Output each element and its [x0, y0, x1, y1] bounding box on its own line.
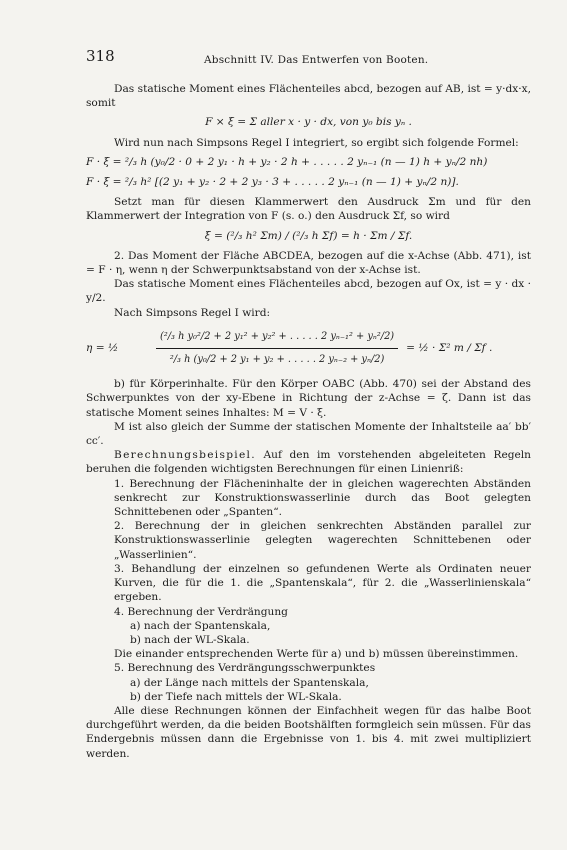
page-header — [86, 47, 516, 69]
list-subitem: a) der Länge nach mittels der Spantenskala, — [130, 676, 369, 689]
calculation-list — [86, 477, 531, 704]
paragraph-static-moment-ox: Das statische Moment eines Flächenteiles abcd, bezogen auf Ox, ist = y · dx · y/2. — [86, 278, 531, 305]
formula-eta-numerator: (²/₃ h y₀²/2 + 2 y₁² + y₂² + . . . . . 2 yₙ₋₁² + yₙ²/2) — [156, 328, 398, 349]
paragraph-example — [86, 448, 531, 476]
list-item: 3. Behandlung der einzelnen so gefundenen Werte als Ordinaten neuer Kurven, die für die 1. die „Spantenskala“, für 2. die „Wasserlinienskala“ ergeben. — [114, 562, 531, 604]
page-body — [86, 82, 531, 761]
paragraph-half-boat: Alle diese Rechnungen können der Einfachheit wegen für das halbe Boot durchgeführt werden, da die beiden Bootshälften formgleich sein müssen. Für das Endergebnis müssen dann die Ergebnisse von 1. bis 4. mit zwei multipliziert werden. — [86, 704, 531, 760]
formula-eta-lhs: η = ½ — [86, 342, 119, 355]
formula-eta-rhs: = ½ · Σ² m / Σf . — [406, 342, 493, 355]
list-subitem: a) nach der Spantenskala, — [130, 619, 271, 632]
paragraph-simpson-rule: Nach Simpsons Regel I wird: — [114, 306, 271, 319]
list-item: 2. Berechnung der in gleichen senkrechten Abständen parallel zur Konstruktionswasserlinie gelegten wagerechten Schnittebenen oder „Wasserlinien“. — [114, 520, 531, 561]
page-number: 318 — [86, 47, 115, 65]
paragraph-simpson-intro: Wird nun nach Simpsons Regel I integriert, so ergibt sich folgende Formel: — [114, 136, 519, 149]
paragraph-bracket-value: Setzt man für diesen Klammerwert den Ausdruck Σm und für den Klammerwert der Integration von F (s. o.) den Ausdruck Σf, so wird — [86, 196, 531, 223]
formula-eta-denominator: ²/₃ h (y₀/2 + 2 y₁ + y₂ + . . . . . 2 yₙ₋₂ + yₙ/2) — [169, 354, 385, 366]
paragraph-moment-x-axis: 2. Das Moment der Fläche ABCDEA, bezogen auf die x-Achse (Abb. 471), ist = F · η, wenn η der Schwerpunktsabstand von der x-Achse ist. — [86, 249, 531, 277]
list-subitem: b) der Tiefe nach mittels der WL-Skala. — [130, 690, 342, 703]
paragraph-static-moment: Das statische Moment eines Flächenteiles abcd, bezogen auf AB, ist = y·dx·x, somit — [86, 83, 531, 110]
paragraph-match: Die einander entsprechenden Werte für a) und b) müssen übereinstimmen. — [114, 648, 519, 661]
running-title: Abschnitt IV. Das Entwerfen von Booten. — [204, 54, 429, 66]
formula-xi-ratio: ξ = (²/₃ h² Σm) / (²/₃ h Σf) = h · Σm / Σf. — [204, 229, 413, 242]
formula-f-xi-sum: F × ξ = Σ aller x · y · dx, von y₀ bis yₙ . — [205, 116, 412, 129]
formula-simpson-2: F · ξ = ²/₃ h² [(2 y₁ + y₂ · 2 + 2 y₃ · 3 + . . . . . 2 yₙ₋₁ (n — 1) + yₙ/2 n)]. — [86, 176, 459, 189]
paragraph-sum-moments: M ist also gleich der Summe der statischen Momente der Inhaltsteile aa′ bb′ cc′. — [86, 420, 531, 448]
formula-simpson-1: F · ξ = ²/₃ h (y₀/2 · 0 + 2 y₁ · h + y₂ · 2 h + . . . . . 2 yₙ₋₁ (n — 1) h + yₙ/2 nh) — [86, 155, 488, 168]
list-subitem: b) nach der WL-Skala. — [130, 633, 250, 646]
example-text: Auf den im vorstehenden abgeleiteten Regeln beruhen die folgenden wichtigsten Berechnungen für einen Linienriß: — [86, 449, 531, 476]
paragraph-koerperinhalte: b) für Körperinhalte. Für den Körper OABC (Abb. 470) sei der Abstand des Schwerpunktes von der xy-Ebene in Richtung der z-Achse = ζ. Dann ist das statische Moment seines Inhaltes: M = V · ξ. — [86, 378, 531, 419]
list-item: 4. Berechnung der Verdrängung — [114, 605, 288, 618]
example-label: Berechnungsbeispiel. — [114, 449, 256, 462]
list-item: 1. Berechnung der Flächeninhalte der in gleichen wagerechten Abständen senkrecht zur Konstruktionswasserlinie durch das Boot gelegten Schnittebenen oder „Spanten“. — [114, 477, 531, 519]
list-item: 5. Berechnung des Verdrängungsschwerpunktes — [114, 662, 376, 675]
formula-eta — [86, 328, 531, 369]
formula-eta-fraction — [156, 328, 398, 369]
